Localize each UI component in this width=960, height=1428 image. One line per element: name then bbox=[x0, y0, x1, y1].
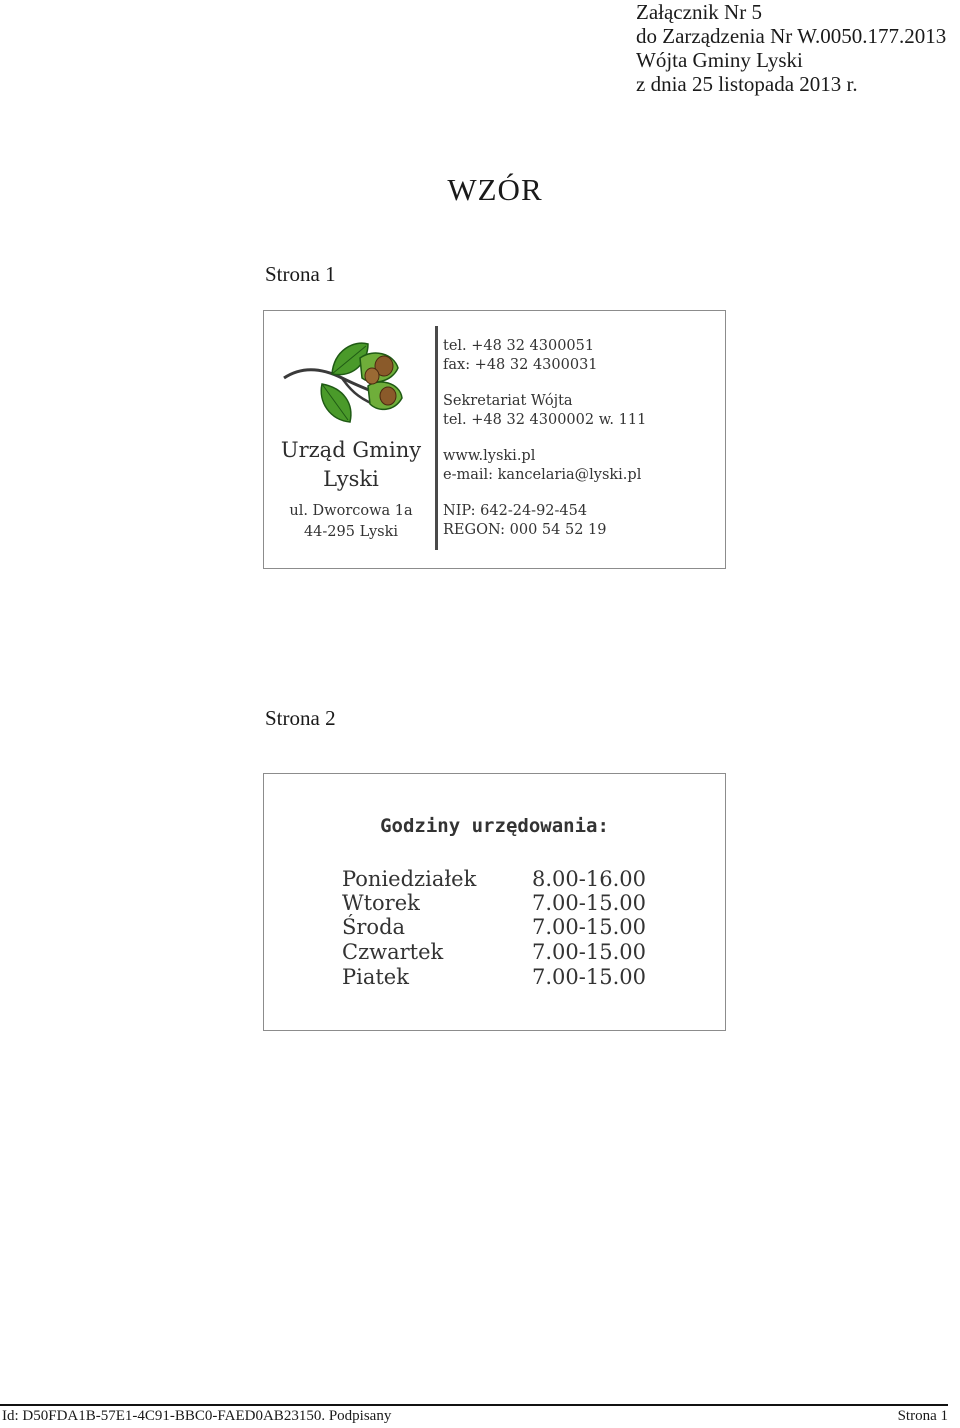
hours-row bbox=[342, 965, 662, 989]
office-name-line-1: Urząd Gminy bbox=[280, 438, 422, 462]
hours-time: 7.00-15.00 bbox=[532, 940, 646, 964]
hours-row bbox=[342, 891, 662, 915]
nip-line: NIP: 642-24-92-454 bbox=[443, 503, 588, 519]
email-link[interactable]: e-mail: kancelaria@lyski.pl bbox=[443, 467, 642, 483]
hours-day: Wtorek bbox=[342, 891, 420, 915]
hours-time: 8.00-16.00 bbox=[532, 867, 646, 891]
contact-secretariat bbox=[443, 392, 646, 430]
secretariat-label: Sekretariat Wójta bbox=[443, 393, 573, 409]
document-title: WZÓR bbox=[447, 172, 543, 207]
address-line-1: ul. Dworcowa 1a bbox=[289, 503, 413, 519]
page-number: Strona 1 bbox=[897, 1408, 948, 1424]
secretariat-phone: tel. +48 32 4300002 w. 111 bbox=[443, 412, 647, 428]
hours-row bbox=[342, 940, 662, 964]
card-divider bbox=[435, 326, 438, 550]
hours-time: 7.00-15.00 bbox=[532, 891, 646, 915]
document-id: Id: D50FDA1B-57E1-4C91-BBC0-FAED0AB23150. Podpisany bbox=[2, 1408, 392, 1424]
page-2-label: Strona 2 bbox=[265, 706, 336, 730]
annex-line-2: do Zarządzenia Nr W.0050.177.2013 bbox=[636, 24, 947, 48]
contact-ids bbox=[443, 502, 607, 540]
hours-day: Środa bbox=[342, 915, 406, 939]
annex-line-1: Załącznik Nr 5 bbox=[636, 0, 762, 24]
phone-line: tel. +48 32 4300051 bbox=[443, 338, 595, 354]
contact-phones bbox=[443, 337, 598, 375]
hours-day: Poniedziałek bbox=[342, 867, 477, 891]
regon-line: REGON: 000 54 52 19 bbox=[443, 522, 607, 538]
hours-row bbox=[342, 867, 662, 891]
office-address bbox=[265, 501, 437, 543]
hours-day: Piatek bbox=[342, 965, 409, 989]
hours-time: 7.00-15.00 bbox=[532, 915, 646, 939]
hours-day: Czwartek bbox=[342, 940, 444, 964]
annex-line-3: Wójta Gminy Lyski bbox=[636, 48, 803, 72]
hours-time: 7.00-15.00 bbox=[532, 965, 646, 989]
office-name-line-2: Lyski bbox=[323, 467, 379, 491]
footer-rule bbox=[0, 1404, 948, 1406]
contact-web bbox=[443, 447, 641, 485]
page-1-label: Strona 1 bbox=[265, 262, 336, 286]
address-line-2: 44-295 Lyski bbox=[303, 524, 399, 540]
annex-header bbox=[636, 0, 946, 96]
hazelnut-leaves-logo-icon bbox=[282, 338, 412, 428]
annex-line-4: z dnia 25 listopada 2013 r. bbox=[636, 72, 858, 96]
office-name bbox=[265, 436, 437, 494]
office-hours-title: Godziny urzędowania: bbox=[380, 815, 609, 837]
hours-row bbox=[342, 915, 662, 939]
fax-line: fax: +48 32 4300031 bbox=[443, 357, 598, 373]
website-link[interactable]: www.lyski.pl bbox=[443, 448, 536, 464]
